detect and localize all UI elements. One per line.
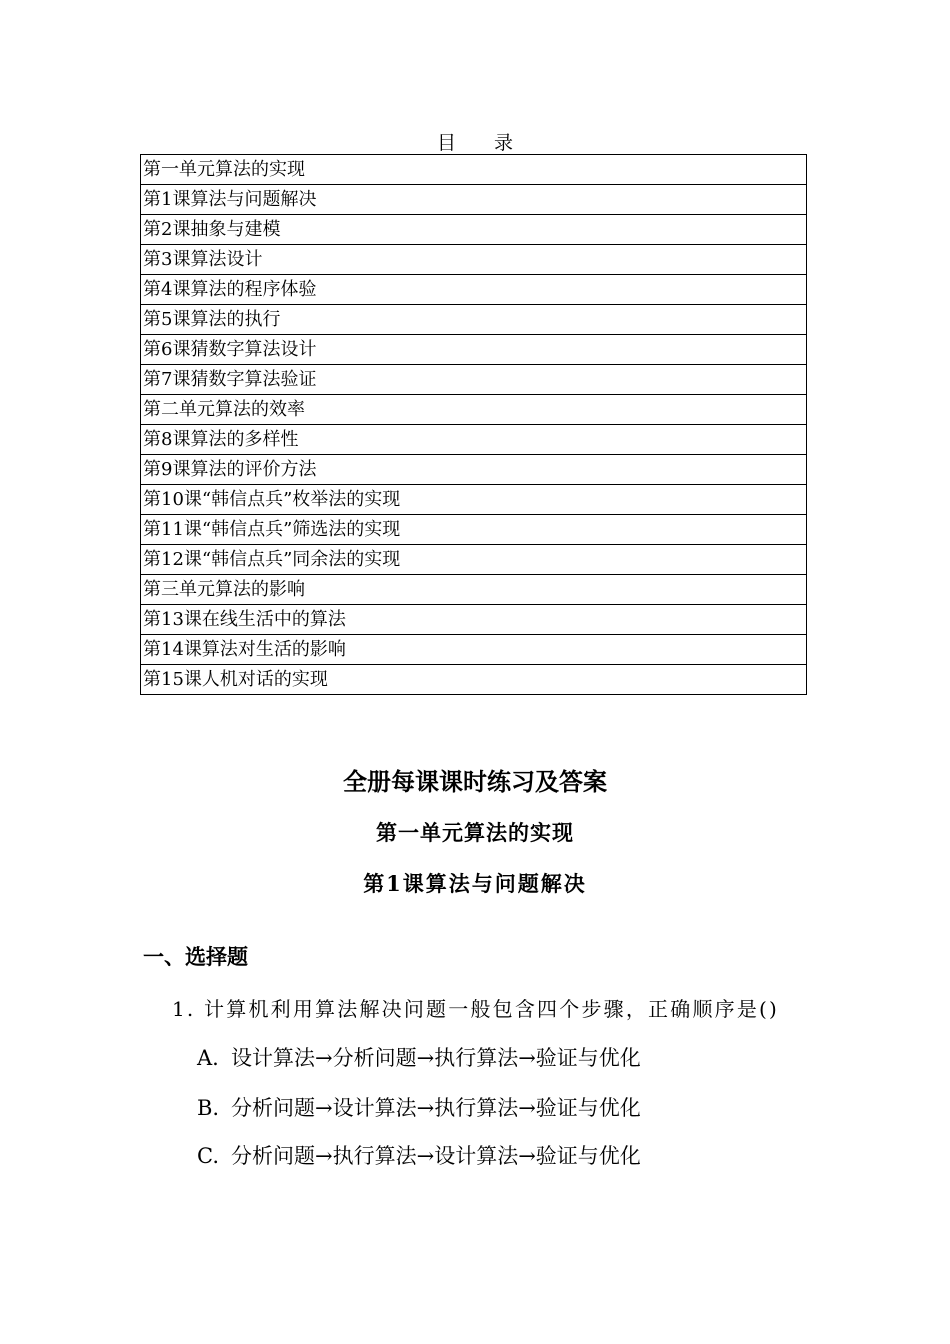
toc-row (141, 275, 807, 305)
toc-row (141, 455, 807, 485)
question-text: 1. 计算机利用算法解决问题一般包含四个步骤，正确顺序是() (172, 997, 780, 1021)
toc-item[interactable]: 第5课算法的执行 (141, 305, 807, 335)
toc-row (141, 515, 807, 545)
document-title: 全册每课课时练习及答案 (343, 767, 607, 796)
toc-item[interactable]: 第6课猜数字算法设计 (141, 335, 807, 365)
toc-item[interactable]: 第一单元算法的实现 (141, 155, 807, 185)
toc-item[interactable]: 第11课“韩信点兵”筛选法的实现 (141, 515, 807, 545)
option-b (197, 1092, 641, 1122)
toc-title: 目录 (436, 132, 551, 154)
toc-row (141, 545, 807, 575)
toc-item[interactable]: 第二单元算法的效率 (141, 395, 807, 425)
toc-item[interactable]: 第15课人机对话的实现 (141, 665, 807, 695)
toc-item[interactable]: 第3课算法设计 (141, 245, 807, 275)
toc-row (141, 425, 807, 455)
option-key: C. (197, 1144, 219, 1168)
toc-item[interactable]: 第三单元算法的影响 (141, 575, 807, 605)
toc-row (141, 365, 807, 395)
option-c (197, 1140, 641, 1170)
toc-item[interactable]: 第8课算法的多样性 (141, 425, 807, 455)
toc-row (141, 335, 807, 365)
section-title: 一、选择题 (143, 944, 248, 969)
toc-item[interactable]: 第4课算法的程序体验 (141, 275, 807, 305)
option-text: 设计算法→分析问题→执行算法→验证与优化 (231, 1046, 641, 1070)
toc-row (141, 305, 807, 335)
toc-row (141, 575, 807, 605)
option-a (197, 1042, 641, 1072)
option-text: 分析问题→设计算法→执行算法→验证与优化 (231, 1096, 641, 1120)
toc-row (141, 635, 807, 665)
toc-item[interactable]: 第14课算法对生活的影响 (141, 635, 807, 665)
toc-row (141, 245, 807, 275)
option-text: 分析问题→执行算法→设计算法→验证与优化 (231, 1144, 641, 1168)
toc-row (141, 155, 807, 185)
toc-item[interactable]: 第2课抽象与建模 (141, 215, 807, 245)
lesson-heading: 第1课算法与问题解决 (363, 871, 587, 896)
option-key: A. (197, 1046, 219, 1070)
option-key: B. (197, 1096, 220, 1120)
toc-row (141, 485, 807, 515)
toc-row (141, 605, 807, 635)
toc-item[interactable]: 第12课“韩信点兵”同余法的实现 (141, 545, 807, 575)
toc-row (141, 215, 807, 245)
toc-item[interactable]: 第10课“韩信点兵”枚举法的实现 (141, 485, 807, 515)
toc-item[interactable]: 第1课算法与问题解决 (141, 185, 807, 215)
toc-item[interactable]: 第13课在线生活中的算法 (141, 605, 807, 635)
toc-item[interactable]: 第7课猜数字算法验证 (141, 365, 807, 395)
toc-item[interactable]: 第9课算法的评价方法 (141, 455, 807, 485)
toc-row (141, 395, 807, 425)
unit-heading: 第一单元算法的实现 (376, 820, 574, 845)
toc-row (141, 665, 807, 695)
toc-row (141, 185, 807, 215)
toc-table (140, 154, 807, 695)
